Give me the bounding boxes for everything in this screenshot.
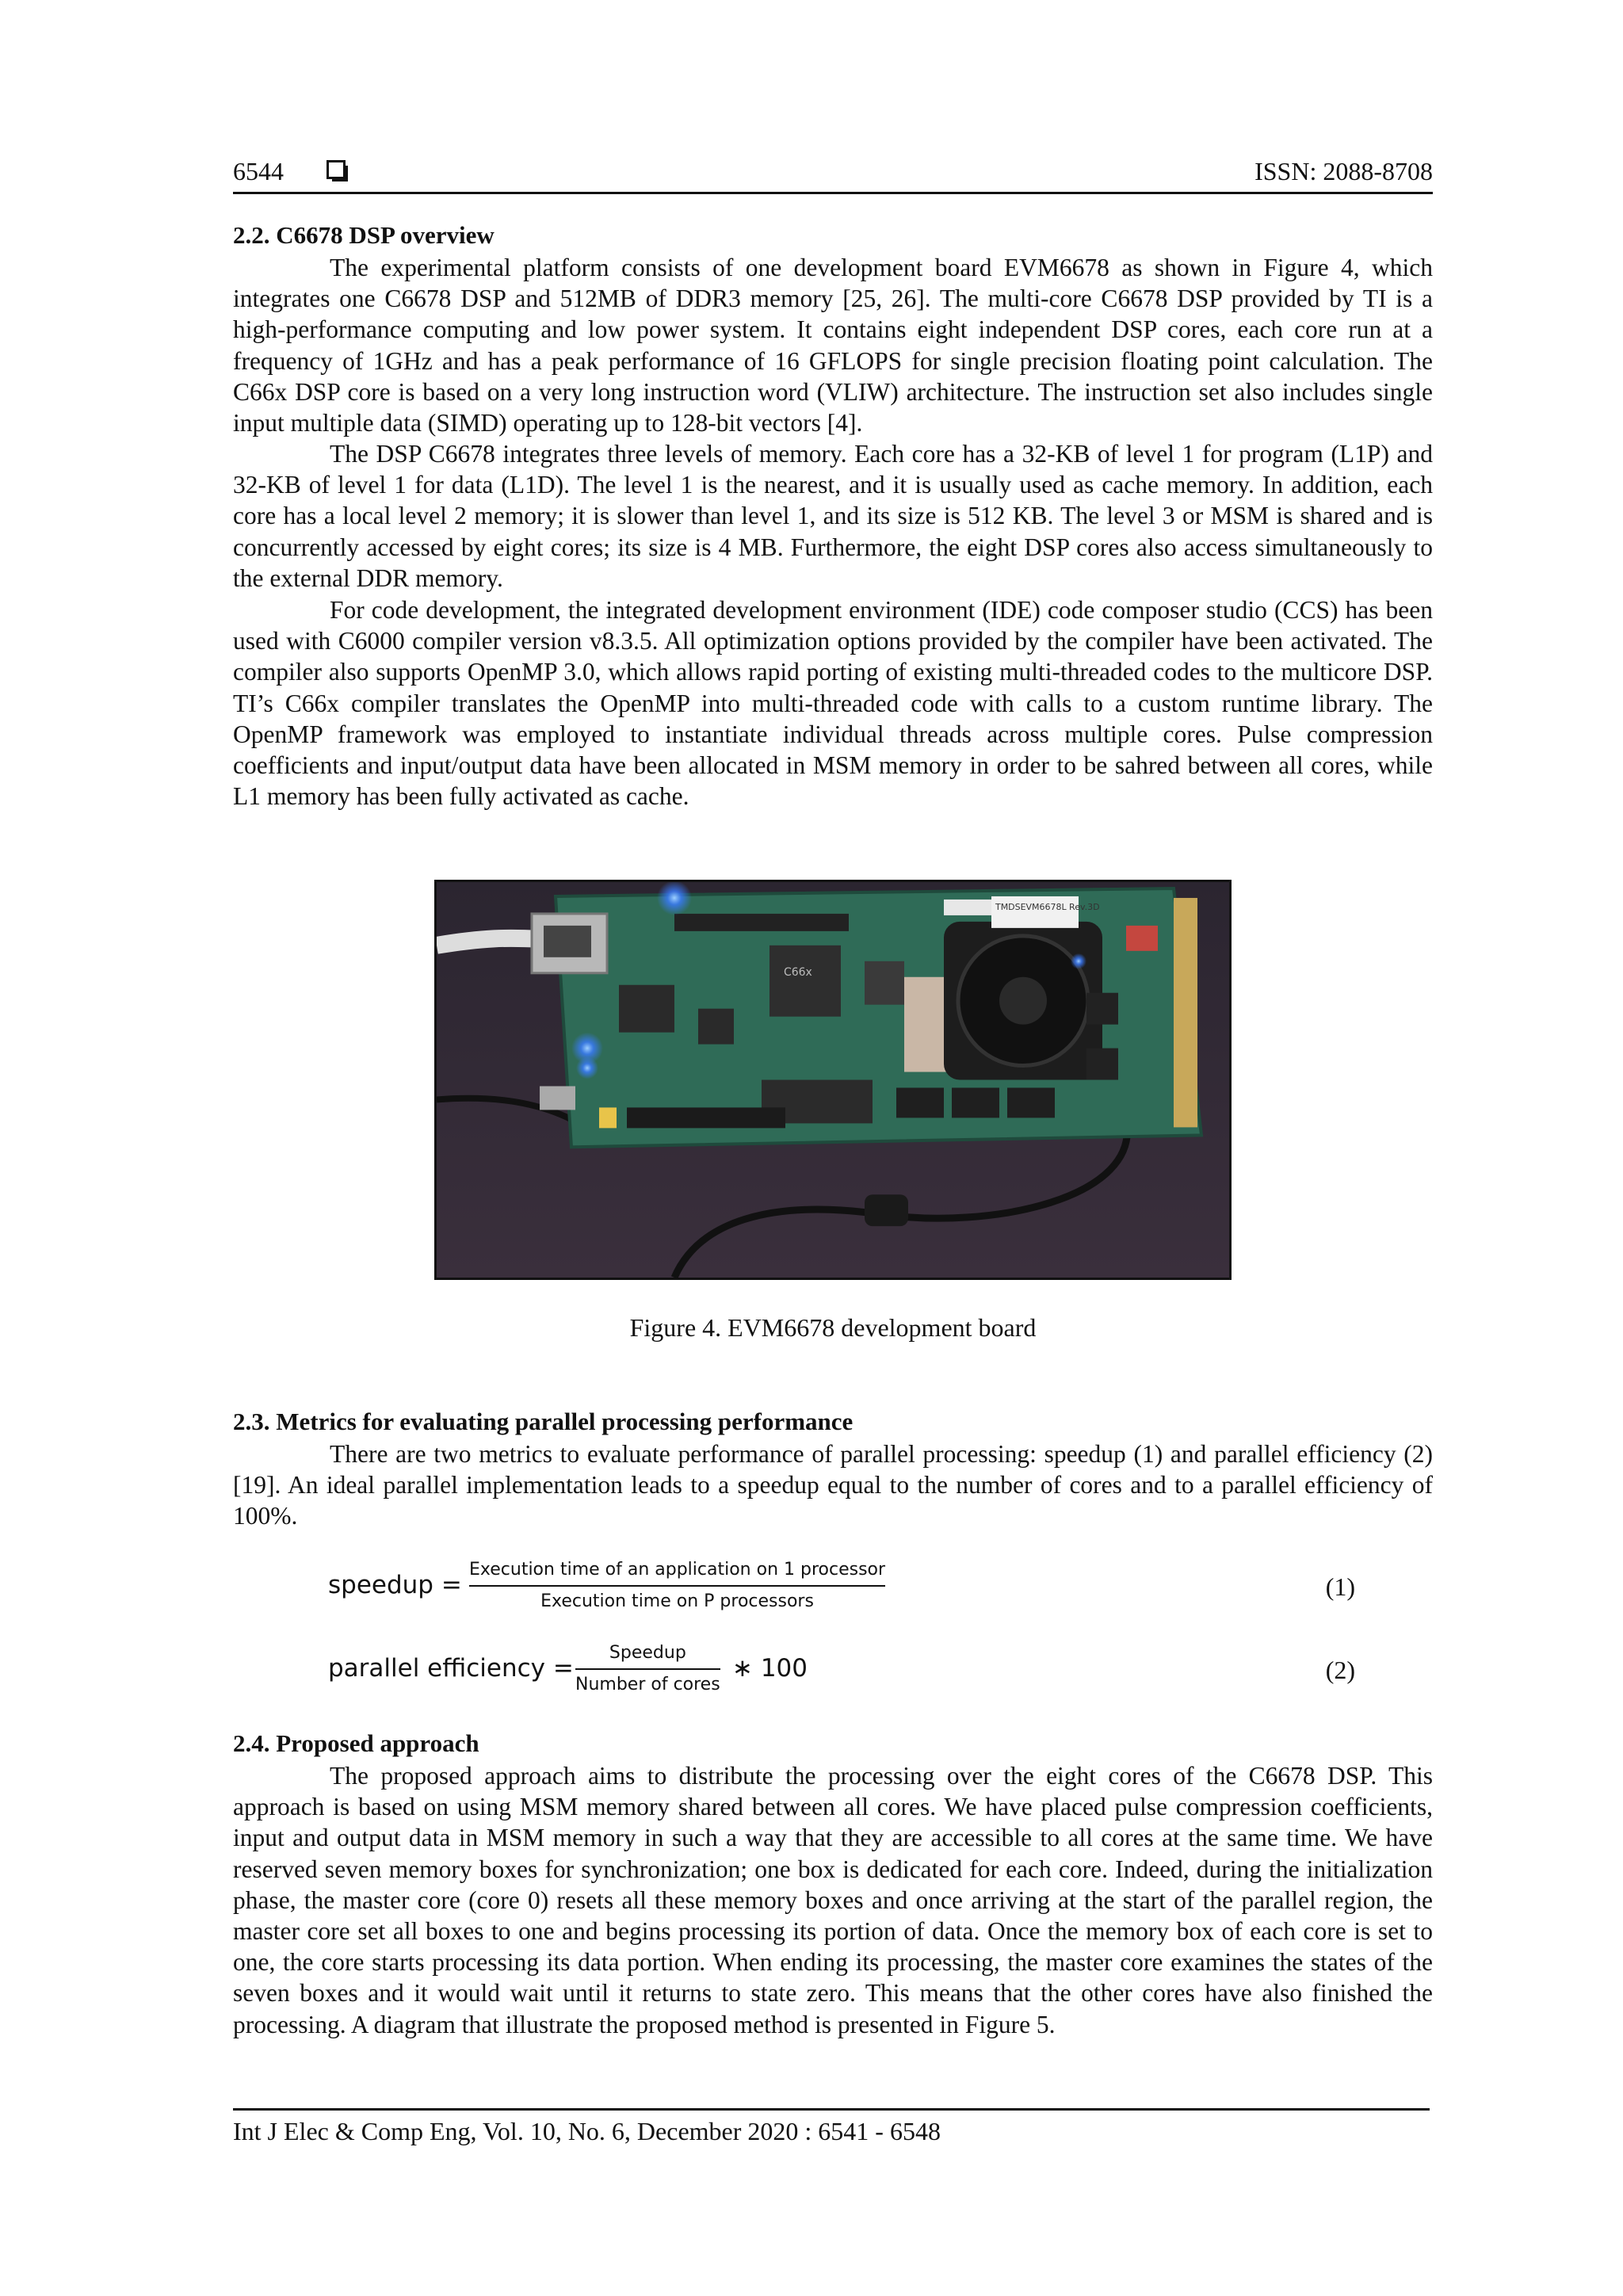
issn-label: ISSN: 2088-8708: [1254, 157, 1433, 185]
equation-2-fraction: [575, 1641, 720, 1697]
equation-2-multiplier: ∗ 100: [732, 1654, 808, 1683]
equation-2: [328, 1641, 1355, 1705]
equation-1-fraction: [469, 1558, 885, 1614]
equation-2-number: (2): [1325, 1656, 1355, 1684]
page-footer: [233, 2108, 1430, 2147]
section-heading-2-2: 2.2. C6678 DSP overview: [233, 221, 495, 249]
equation-1-lhs: speedup =: [328, 1571, 462, 1599]
fraction-bar: [469, 1585, 885, 1587]
equation-1-number: (1): [1325, 1572, 1355, 1601]
equation-2-denominator: Number of cores: [575, 1675, 720, 1694]
paragraph-2-3: There are two metrics to evaluate performance of parallel processing: speedup (1) and parallel efficiency (2) [19]. An ideal parallel implementation leads to a speedup equal to the number of cores and to a parallel efficiency of 100%.: [233, 1440, 1433, 1530]
paragraph-2-2-b: The DSP C6678 integrates three levels of memory. Each core has a 32-KB of level 1 for program (L1P) and 32-KB of level 1 for data (L1D). The level 1 is the nearest, and it is usually used as cache memory. In addition, each core has a local level 2 memory; it is slower than level 1, and its size is 512 KB. The level 3 or MSM is shared and is concurrently accessed by eight cores; its size is 4 MB. Furthermore, the eight DSP cores also access simultaneously to the external DDR memory.: [233, 440, 1433, 592]
equation-2-lhs: parallel efficiency =: [328, 1654, 574, 1683]
checkbox-square-icon: [327, 160, 346, 179]
footer-citation: Int J Elec & Comp Eng, Vol. 10, No. 6, December 2020 : 6541 - 6548: [233, 2117, 941, 2145]
figure-caption: Figure 4. EVM6678 development board: [629, 1313, 1037, 1342]
section-heading-2-3: 2.3. Metrics for evaluating parallel processing performance: [233, 1408, 854, 1435]
chip-marking: C66x: [784, 965, 812, 979]
header-rule: [233, 192, 1433, 194]
paragraph-2-2-a: The experimental platform consists of one development board EVM6678 as shown in Figure 4, which integrates one C6678 DSP and 512MB of DDR3 memory [25, 26]. The multi-core C6678 DSP provided by TI is a high-performance computing and low power system. It contains eight independent DSP cores, each core run at a frequency of 1GHz and has a peak performance of 16 GFLOPS for single precision floating point calculation. The C66x DSP core is based on a very long instruction word (VLIW) architecture. The instruction set also includes single input multiple data (SIMD) operating up to 128-bit vectors [4].: [233, 254, 1433, 437]
page-number: 6544: [233, 157, 284, 185]
paragraph-2-4: The proposed approach aims to distribute the processing over the eight cores of the C6678 DSP. This approach is based on using MSM memory shared between all cores. We have placed pulse compression coefficients, input and output data in MSM memory in such a way that they are accessible to all cores at the same time. We have reserved seven memory boxes for synchronization; one box is dedicated for each core. Indeed, during the initialization phase, the master core (core 0) resets all these memory boxes and once arriving at the start of the parallel region, the master core set all boxes to one and begins processing its portion of data. Once the memory box of each core is set to one, the core starts processing its data portion. When ending its processing, the master core examines the states of the seven boxes and it would wait until it returns to state zero. This means that the other cores have also finished the processing. A diagram that illustrate the proposed method is presented in Figure 5.: [233, 1762, 1433, 2038]
board-label: TMDSEVM6678L Rev.3D: [995, 901, 1100, 912]
paragraph-2-2-c: For code development, the integrated development environment (IDE) code composer studio (CCS) has been used with C6000 compiler version v8.3.5. All optimization options provided by the compiler have been activated. The compiler also supports OpenMP 3.0, which allows rapid porting of existing multi-threaded codes to the multicore DSP. TI’s C66x compiler translates the OpenMP into multi-threaded code with calls to a custom runtime library. The OpenMP framework was employed to instantiate individual threads across multiple cores. Pulse compression coefficients and input/output data have been allocated in MSM memory in order to be sahred between all cores, while L1 memory has been fully activated as cache.: [233, 596, 1433, 811]
figure-evm6678-photo: [434, 880, 1232, 1280]
page-header: [233, 155, 1433, 197]
equation-1-numerator: Execution time of an application on 1 processor: [469, 1560, 886, 1580]
section-heading-2-4: 2.4. Proposed approach: [233, 1729, 479, 1757]
equation-1-denominator: Execution time on P processors: [540, 1591, 814, 1611]
board-illustration: [437, 882, 1229, 1278]
equation-1: [328, 1558, 1355, 1622]
fraction-bar: [575, 1668, 720, 1670]
equation-2-numerator: Speedup: [609, 1643, 686, 1663]
footer-rule: [233, 2108, 1430, 2111]
